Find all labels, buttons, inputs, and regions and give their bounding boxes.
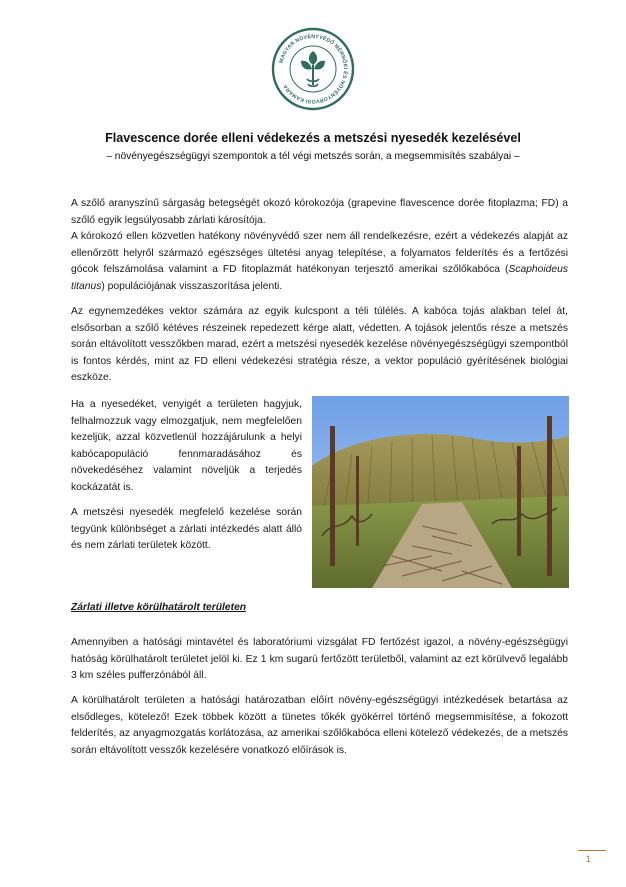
chamber-logo	[271, 27, 355, 111]
page-number: 1	[586, 854, 592, 864]
paragraph-pruning-risk: Ha a nyesedéket, venyigét a területen hagyjuk, felhalmozzuk vagy elmozgatjuk, nem megfelelően kezeljük, azzal közvetlenül hozzájárulunk a helyi kabócapopuláció fennmaradásához és növekedéséhez valamint növeljük a terjedés kockázatát is.	[71, 399, 302, 493]
paragraph-defense: A kórokozó ellen közvetlen hatékony növényvédő szer nem áll rendelkezésre, ezért a védekezés alapját az ellenőrzött helyről származó egészséges ültetési anyag telepítése, a folyamatos felderítés és a fertőzési gócok felszámolása valamint a FD fitoplazmát hatékonyan terjesztő amerikai szőlőkabóca (Scaphoideus titanus) populációjának visszaszorítása jelenti.	[71, 231, 568, 292]
page-title: Flavescence dorée elleni védekezés a metszési nyesedék kezelésével	[105, 131, 521, 145]
svg-text:MAGYAR NÖVÉNYVÉDŐ MÉRNÖKI ÉS N	[279, 32, 350, 104]
paragraph-quarantine-zone: Amennyiben a hatósági mintavétel és laboratóriumi vizsgálat FD fertőzést igazol, a növény-egészségügyi hatóság körülhatárolt területet jelöl ki. Ez 1 km sugarú fertőzött területből, valamint az ezt körülvevő legalább 3 km széles pufferzónából áll.	[71, 637, 568, 682]
vineyard-photo	[312, 396, 569, 588]
paragraph-distinction: A metszési nyesedék megfelelő kezelése során tegyünk különbséget a zárlati intézkedés alatt álló és nem zárlati területek között.	[71, 507, 302, 552]
page-subtitle: – növényegészségügyi szempontok a tél végi metszés során, a megsemmisítés szabályai –	[106, 151, 520, 162]
paragraph-vector-overwintering: Az egynemzedékes vektor számára az egyik kulcspont a téli túlélés. A kabóca tojás alakban telel át, elsősorban a szőlő kétéves részeinek repedezett kérge alatt, védetten. A tojások jelentős része a metszés során eltávolított vesszőkben marad, ezért a metszési nyesedék kezelése növényegészségügyi szempontból is fontos kérdés, mint az FD elleni védekezési stratégia része, a vektor populáció gyérítésének biológiai eszköze.	[71, 306, 568, 384]
footer-divider	[578, 850, 606, 851]
vineyard-image	[312, 396, 569, 588]
paragraph-intro: A szőlő aranyszínű sárgaság betegségét okozó kórokozója (grapevine flavescence dorée fitoplazma; FD) a szőlő egyik legsúlyosabb zárlati károsítója.	[71, 198, 568, 226]
section-heading: Zárlati illetve körülhatárolt területen	[71, 602, 247, 613]
logo-ring-text: MAGYAR NÖVÉNYVÉDŐ MÉRNÖKI ÉS NÖVÉNYORVOSI KAMARA	[278, 33, 349, 105]
leaf-emblem-icon	[301, 51, 325, 86]
paragraph-mandatory-measures: A körülhatárolt területen a hatósági határozatban előírt növény-egészségügyi intézkedések betartása az elsődleges, kötelező! Ezek többek között a tünetes tőkék gyökérrel történő megsemmisítése, a fokozott felderítés, az anyagmozgatás korlátozása, az amerikai szőlőkabóca elleni kötelező védekezés, de a metszés során eltávolított vesszők kezelésére vonatkozó előírások is.	[71, 695, 568, 756]
